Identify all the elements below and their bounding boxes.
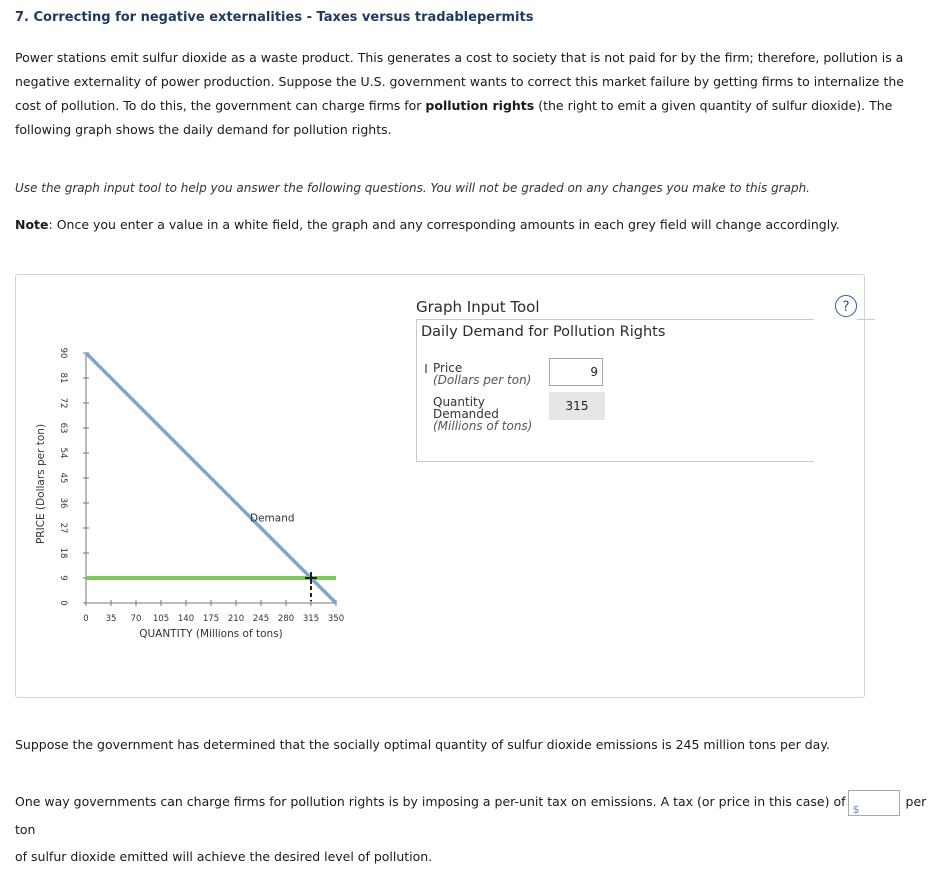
x-tick-label-8: 280 [277,614,295,624]
y-tick-label-3: 27 [58,522,68,534]
tax-amount-input[interactable] [861,793,901,815]
y-tick-label-5: 45 [58,472,68,484]
graph-input-tool-title: Graph Input Tool [416,298,540,316]
x-tick-label-4: 140 [177,614,195,624]
intro-paragraph: Power stations emit sulfur dioxide as a waste product. This generates a cost to society that is not paid for by the firm; therefore, pollution is a negative externality of power production. Suppose the U.S. government wants to correct this market failure by getting firms to internalize the cost of pollution. To do this, the government can charge firms for pollution rights (the right to emit a given quantity of sulfur dioxide). The following graph shows the daily demand for pollution rights. [15,50,904,137]
price-input[interactable] [549,358,603,386]
y-tick-label-0: 0 [58,600,68,606]
question-2-text: One way governments can charge firms for pollution rights is by imposing a per-unit tax on emissions. A tax (or price in this case) of $ per ton of sulfur dioxide emitted will achieve the desired level of pollution. [15,788,935,870]
x-tick-label-9: 315 [302,614,320,624]
x-tick-label-5: 175 [202,614,220,624]
graph-input-tool-body [416,344,814,462]
graph-panel [15,274,865,698]
graph-input-tool-subtitle: Daily Demand for Pollution Rights [416,319,814,344]
demand-curve [86,353,336,603]
x-tick-label-7: 245 [252,614,270,624]
x-tick-label-1: 35 [105,614,117,624]
y-tick-label-9: 81 [58,372,68,384]
y-tick-label-4: 36 [58,497,68,509]
y-tick-label-8: 72 [58,397,68,409]
y-tick-label-6: 54 [58,447,68,459]
y-tick-label-7: 63 [58,422,68,434]
dollar-sign: $ [852,802,860,816]
y-tick-label-1: 9 [58,575,68,581]
pollution-rights-term: pollution rights [425,98,535,113]
question-title: 7. Correcting for negative externalities - Taxes versus tradablepermits [15,10,534,25]
x-axis-title: QUANTITY (Millions of tons) [139,628,283,640]
help-icon[interactable]: ? [835,295,857,317]
help-divider [857,319,875,320]
x-tick-label-0: 0 [83,614,89,624]
y-tick-label-2: 18 [58,547,68,559]
x-tick-label-2: 70 [130,614,142,624]
y-tick-label-10: 90 [58,347,68,359]
note-text: Note: Once you enter a value in a white field, the graph and any corresponding amounts in each grey field will change accordingly. [15,217,840,232]
quantity-label: Quantity Demanded (Millions of tons) [433,395,533,433]
question-1-text: Suppose the government has determined that the socially optimal quantity of sulfur dioxide emissions is 245 million tons per day. [15,737,830,752]
x-tick-label-3: 105 [152,614,170,624]
price-label: Price (Dollars per ton) [425,362,531,386]
x-tick-label-6: 210 [227,614,245,624]
tax-amount-field[interactable] [848,790,900,816]
instructions-text: Use the graph input tool to help you answer the following questions. You will not be graded on any changes you make to this graph. [15,181,810,195]
price-marker-icon [425,364,427,373]
y-axis-title: PRICE (Dollars per ton) [35,423,47,545]
quantity-demanded-field: 315 [549,392,605,420]
demand-curve-label: Demand [249,512,295,525]
x-tick-label-10: 350 [327,614,345,624]
demand-chart[interactable] [16,275,361,655]
graph-input-tool [416,295,814,462]
